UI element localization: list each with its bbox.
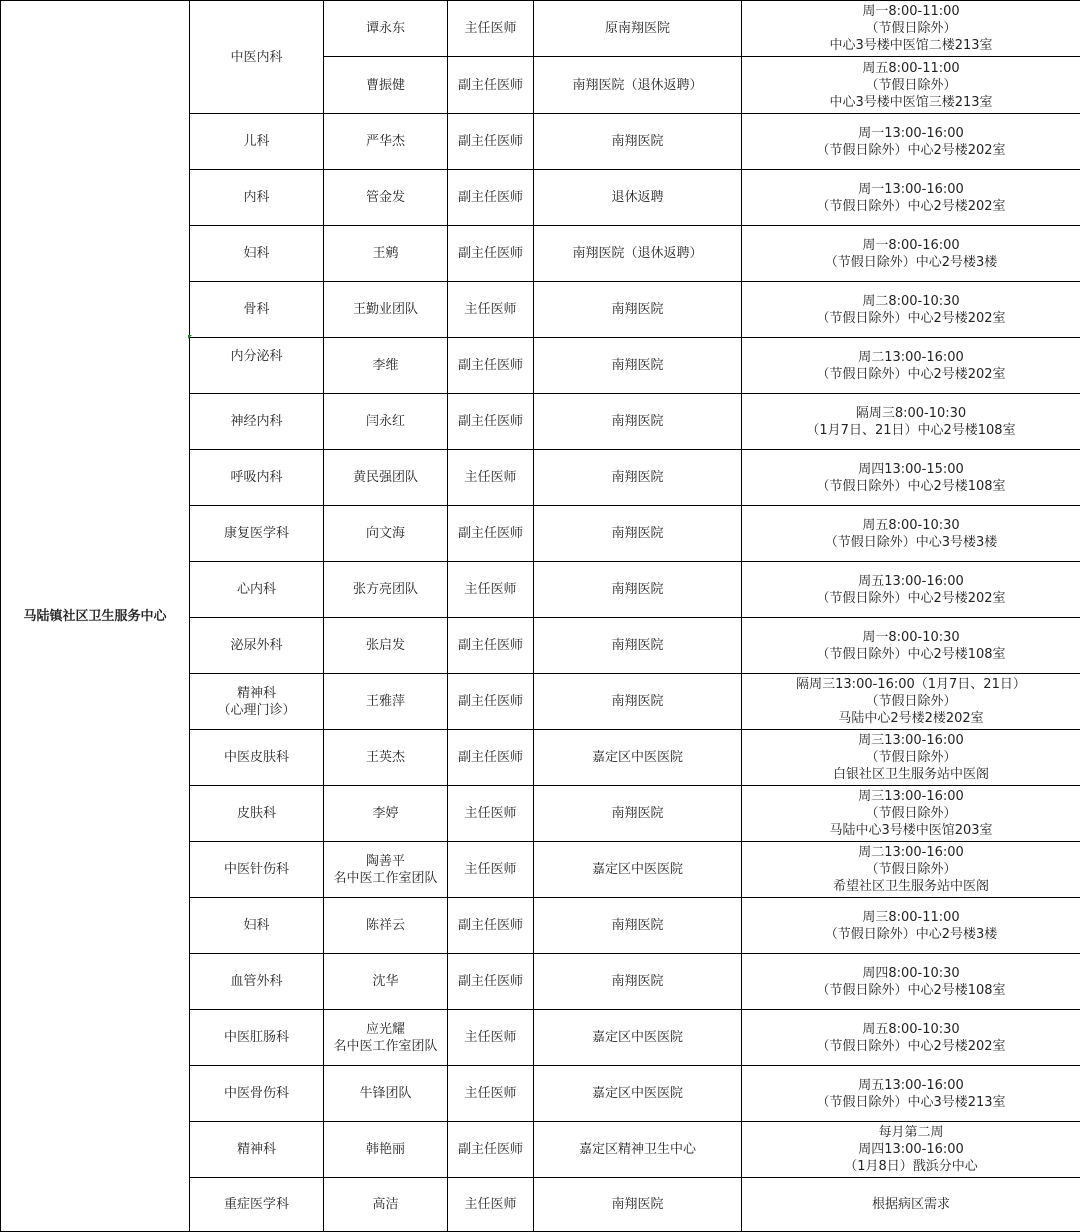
cell-text-line: 周二13:00-16:00: [746, 349, 1076, 366]
title-cell: 主任医师: [448, 562, 534, 618]
cell-text-line: 内分泌科: [194, 348, 319, 365]
cell-text-line: 周五8:00-10:30: [746, 517, 1076, 534]
hospital-cell: 嘉定区中医医院: [534, 842, 742, 898]
cell-text-line: 周五13:00-16:00: [746, 1077, 1076, 1094]
title-cell: 主任医师: [448, 1, 534, 57]
hospital-cell: 南翔医院: [534, 786, 742, 842]
schedule-cell: [742, 730, 1080, 786]
title-cell: 副主任医师: [448, 338, 534, 394]
cell-text-line: 周四13:00-16:00: [746, 1141, 1076, 1158]
hospital-cell: 南翔医院: [534, 618, 742, 674]
department-cell: [190, 1178, 324, 1232]
department-cell: [190, 954, 324, 1010]
hospital-cell: 南翔医院: [534, 674, 742, 730]
doctor-cell: [324, 394, 448, 450]
cell-text-line: 名中医工作室团队: [328, 870, 443, 887]
cell-text-line: （节假日除外）中心2号楼108室: [746, 646, 1076, 663]
cell-text-line: 中医肛肠科: [194, 1029, 319, 1046]
cell-text-line: 中心3号楼中医馆三楼213室: [746, 94, 1076, 111]
cell-text-line: 周四8:00-10:30: [746, 965, 1076, 982]
cell-text-line: （节假日除外）中心2号楼202室: [746, 590, 1076, 607]
schedule-cell: [742, 786, 1080, 842]
doctor-cell: [324, 450, 448, 506]
cell-text-line: 应光耀: [328, 1021, 443, 1038]
department-cell: [190, 562, 324, 618]
title-cell: 副主任医师: [448, 170, 534, 226]
department-cell: [190, 170, 324, 226]
department-cell: [190, 394, 324, 450]
schedule-cell: [742, 562, 1080, 618]
cell-text-line: 谭永东: [328, 20, 443, 37]
schedule-cell: [742, 282, 1080, 338]
schedule-cell: [742, 170, 1080, 226]
department-cell: [190, 450, 324, 506]
cell-text-line: 张方亮团队: [328, 581, 443, 598]
cell-text-line: 周一13:00-16:00: [746, 125, 1076, 142]
cell-text-line: 陈祥云: [328, 917, 443, 934]
department-cell: [190, 1066, 324, 1122]
schedule-body: [1, 1, 1080, 1232]
department-cell: [190, 786, 324, 842]
title-cell: 副主任医师: [448, 506, 534, 562]
cell-text-line: （心理门诊）: [194, 702, 319, 719]
doctor-cell: [324, 506, 448, 562]
table-row: [1, 1, 1080, 57]
title-cell: 副主任医师: [448, 114, 534, 170]
cell-text-line: 张启发: [328, 637, 443, 654]
cell-text-line: 根据病区需求: [746, 1196, 1076, 1213]
department-cell: [190, 842, 324, 898]
hospital-cell: 南翔医院: [534, 282, 742, 338]
doctor-cell: [324, 954, 448, 1010]
cell-text-line: 周一8:00-10:30: [746, 629, 1076, 646]
cell-text-line: 闫永红: [328, 413, 443, 430]
schedule-cell: [742, 674, 1080, 730]
schedule-cell: [742, 394, 1080, 450]
cell-text-line: （节假日除外）中心3号楼3楼: [746, 534, 1076, 551]
cell-text-line: 中医骨伤科: [194, 1085, 319, 1102]
doctor-cell: [324, 170, 448, 226]
cell-text-line: 隔周三13:00-16:00（1月7日、21日）: [746, 676, 1076, 693]
cell-text-line: 中心3号楼中医馆二楼213室: [746, 37, 1076, 54]
schedule-cell: [742, 898, 1080, 954]
cell-text-line: 向文海: [328, 525, 443, 542]
cell-text-line: （节假日除外）中心3号楼213室: [746, 1094, 1076, 1111]
cell-text-line: 重症医学科: [194, 1196, 319, 1213]
cell-text-line: 牛锋团队: [328, 1085, 443, 1102]
cell-text-line: （节假日除外）: [746, 693, 1076, 710]
hospital-cell: 原南翔医院: [534, 1, 742, 57]
cell-text-line: （1月7日、21日）中心2号楼108室: [746, 422, 1076, 439]
cell-text-line: （节假日除外）: [746, 77, 1076, 94]
title-cell: 主任医师: [448, 1066, 534, 1122]
cell-text-line: （节假日除外）中心2号楼202室: [746, 142, 1076, 159]
cell-text-line: 中医皮肤科: [194, 749, 319, 766]
cell-text-line: 周一8:00-16:00: [746, 237, 1076, 254]
cell-text-line: 周五13:00-16:00: [746, 573, 1076, 590]
schedule-cell: [742, 1122, 1080, 1178]
cell-text-line: 每月第二周: [746, 1124, 1076, 1141]
doctor-cell: [324, 842, 448, 898]
doctor-cell: [324, 730, 448, 786]
cell-text-line: 血管外科: [194, 973, 319, 990]
hospital-cell: 南翔医院: [534, 506, 742, 562]
doctor-cell: [324, 618, 448, 674]
schedule-cell: [742, 1, 1080, 57]
title-cell: 副主任医师: [448, 394, 534, 450]
doctor-cell: [324, 57, 448, 114]
hospital-cell: 嘉定区中医医院: [534, 1066, 742, 1122]
cell-text-line: 严华杰: [328, 133, 443, 150]
cell-text-line: 周二8:00-10:30: [746, 293, 1076, 310]
schedule-cell: [742, 226, 1080, 282]
cell-text-line: （节假日除外）中心2号楼202室: [746, 310, 1076, 327]
schedule-cell: [742, 450, 1080, 506]
department-cell: [190, 898, 324, 954]
cell-text-line: 精神科: [194, 685, 319, 702]
cell-text-line: 周三13:00-16:00: [746, 788, 1076, 805]
cell-text-line: 神经内科: [194, 413, 319, 430]
hospital-cell: 嘉定区中医医院: [534, 1010, 742, 1066]
hospital-cell: 退休返聘: [534, 170, 742, 226]
hospital-cell: 嘉定区精神卫生中心: [534, 1122, 742, 1178]
cell-text-line: 周一8:00-11:00: [746, 3, 1076, 20]
cell-text-line: 心内科: [194, 581, 319, 598]
schedule-cell: [742, 114, 1080, 170]
cell-text-line: （节假日除外）中心2号楼3楼: [746, 926, 1076, 943]
cell-text-line: （节假日除外）: [746, 749, 1076, 766]
cell-text-line: 精神科: [194, 1141, 319, 1158]
doctor-cell: [324, 1178, 448, 1232]
cell-text-line: 王鹓: [328, 245, 443, 262]
department-cell: [190, 338, 324, 394]
hospital-cell: 南翔医院: [534, 1178, 742, 1232]
cell-text-line: 妇科: [194, 917, 319, 934]
cell-text-line: （节假日除外）: [746, 805, 1076, 822]
cell-text-line: 周四13:00-15:00: [746, 461, 1076, 478]
department-cell: [190, 674, 324, 730]
cell-text-line: （节假日除外）中心2号楼202室: [746, 198, 1076, 215]
hospital-cell: 南翔医院: [534, 394, 742, 450]
schedule-cell: [742, 506, 1080, 562]
department-cell: [190, 114, 324, 170]
department-cell: [190, 618, 324, 674]
cell-text-line: 李维: [328, 357, 443, 374]
cell-text-line: 周五8:00-10:30: [746, 1021, 1076, 1038]
title-cell: 主任医师: [448, 842, 534, 898]
department-cell: 中医内科: [190, 1, 324, 114]
hospital-cell: 南翔医院（退休返聘）: [534, 57, 742, 114]
cell-text-line: 沈华: [328, 973, 443, 990]
cell-text-line: 妇科: [194, 245, 319, 262]
cell-text-line: 曹振健: [328, 77, 443, 94]
department-cell: [190, 1010, 324, 1066]
department-cell: [190, 1122, 324, 1178]
doctor-cell: [324, 1066, 448, 1122]
cell-text-line: 黄民强团队: [328, 469, 443, 486]
cell-text-line: 王勤业团队: [328, 301, 443, 318]
title-cell: 副主任医师: [448, 1122, 534, 1178]
cell-text-line: 李婷: [328, 805, 443, 822]
cell-text-line: 名中医工作室团队: [328, 1038, 443, 1055]
cell-text-line: 周一13:00-16:00: [746, 181, 1076, 198]
cell-text-line: （节假日除外）中心2号楼202室: [746, 1038, 1076, 1055]
cell-text-line: 陶善平: [328, 853, 443, 870]
hospital-cell: 南翔医院: [534, 450, 742, 506]
cell-text-line: 韩艳丽: [328, 1141, 443, 1158]
title-cell: 副主任医师: [448, 730, 534, 786]
title-cell: 副主任医师: [448, 618, 534, 674]
cell-text-line: 希望社区卫生服务站中医阁: [746, 878, 1076, 895]
title-cell: 主任医师: [448, 1010, 534, 1066]
hospital-cell: 南翔医院（退休返聘）: [534, 226, 742, 282]
hospital-cell: 嘉定区中医医院: [534, 730, 742, 786]
hospital-cell: 南翔医院: [534, 562, 742, 618]
cell-text-line: 骨科: [194, 301, 319, 318]
doctor-cell: [324, 226, 448, 282]
cell-text-line: 隔周三8:00-10:30: [746, 405, 1076, 422]
cell-text-line: （节假日除外）: [746, 20, 1076, 37]
schedule-cell: [742, 842, 1080, 898]
title-cell: 副主任医师: [448, 954, 534, 1010]
doctor-cell: [324, 282, 448, 338]
title-cell: 主任医师: [448, 786, 534, 842]
schedule-cell: [742, 1066, 1080, 1122]
cell-text-line: 皮肤科: [194, 805, 319, 822]
title-cell: 副主任医师: [448, 57, 534, 114]
hospital-cell: 南翔医院: [534, 338, 742, 394]
cell-text-line: 周三8:00-11:00: [746, 909, 1076, 926]
department-cell: [190, 226, 324, 282]
schedule-cell: [742, 338, 1080, 394]
doctor-cell: [324, 786, 448, 842]
center-name-cell: 马陆镇社区卫生服务中心: [1, 1, 190, 1232]
schedule-cell: [742, 954, 1080, 1010]
department-cell: [190, 282, 324, 338]
cell-text-line: 儿科: [194, 133, 319, 150]
department-cell: [190, 730, 324, 786]
cell-text-line: 周五8:00-11:00: [746, 60, 1076, 77]
cell-text-line: 白银社区卫生服务站中医阁: [746, 766, 1076, 783]
doctor-cell: [324, 898, 448, 954]
cell-text-line: （节假日除外）中心2号楼108室: [746, 982, 1076, 999]
cell-text-line: 泌尿外科: [194, 637, 319, 654]
doctor-cell: [324, 114, 448, 170]
doctor-cell: [324, 1, 448, 57]
title-cell: 副主任医师: [448, 898, 534, 954]
cell-text-line: 内科: [194, 189, 319, 206]
cell-corner-marker: [188, 335, 192, 339]
cell-text-line: 康复医学科: [194, 525, 319, 542]
doctor-cell: [324, 1010, 448, 1066]
cell-text-line: （节假日除外）: [746, 861, 1076, 878]
cell-text-line: 王雅萍: [328, 693, 443, 710]
schedule-cell: [742, 1010, 1080, 1066]
cell-text-line: 王英杰: [328, 749, 443, 766]
cell-text-line: 高洁: [328, 1196, 443, 1213]
hospital-cell: 南翔医院: [534, 898, 742, 954]
title-cell: 主任医师: [448, 1178, 534, 1232]
cell-text-line: 马陆中心3号楼中医馆203室: [746, 822, 1076, 839]
cell-text-line: 中医针伤科: [194, 861, 319, 878]
doctor-cell: [324, 562, 448, 618]
doctor-cell: [324, 674, 448, 730]
schedule-cell: [742, 1178, 1080, 1232]
cell-text-line: （节假日除外）中心2号楼108室: [746, 478, 1076, 495]
cell-text-line: （节假日除外）中心2号楼3楼: [746, 254, 1076, 271]
schedule-cell: [742, 618, 1080, 674]
department-cell: [190, 506, 324, 562]
cell-text-line: （节假日除外）中心2号楼202室: [746, 366, 1076, 383]
title-cell: 副主任医师: [448, 674, 534, 730]
schedule-cell: [742, 57, 1080, 114]
cell-text-line: 管金发: [328, 189, 443, 206]
title-cell: 副主任医师: [448, 226, 534, 282]
cell-text-line: 周三13:00-16:00: [746, 732, 1076, 749]
hospital-cell: 南翔医院: [534, 954, 742, 1010]
doctor-cell: [324, 338, 448, 394]
title-cell: 主任医师: [448, 282, 534, 338]
cell-text-line: （1月8日）戬浜分中心: [746, 1158, 1076, 1175]
cell-text-line: 马陆中心2号楼2楼202室: [746, 710, 1076, 727]
hospital-cell: 南翔医院: [534, 114, 742, 170]
cell-text-line: 周二13:00-16:00: [746, 844, 1076, 861]
cell-text-line: 呼吸内科: [194, 469, 319, 486]
doctor-cell: [324, 1122, 448, 1178]
title-cell: 主任医师: [448, 450, 534, 506]
